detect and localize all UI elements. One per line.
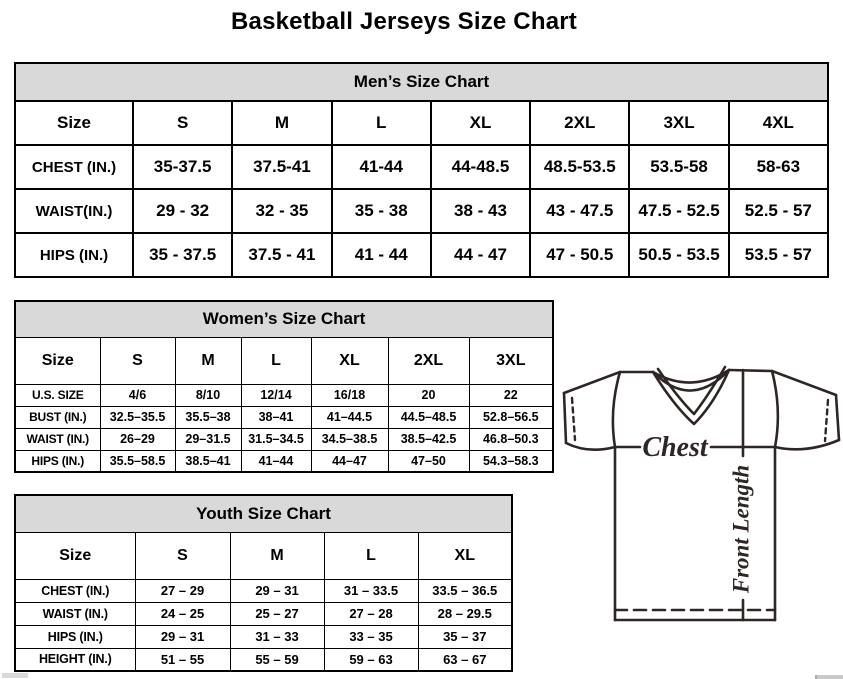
front-length-measure-label: Front Length bbox=[728, 464, 754, 594]
mens-col-header-4xl: 4XL bbox=[729, 101, 828, 145]
jersey-measurement-diagram bbox=[556, 362, 843, 632]
womens-col-header-size: Size bbox=[15, 337, 100, 384]
womens-row-label: U.S. SIZE bbox=[15, 384, 100, 406]
womens-col-header-3xl: 3XL bbox=[469, 337, 553, 384]
youth-cell: 27 – 28 bbox=[324, 602, 418, 625]
youth-cell: 29 – 31 bbox=[135, 625, 230, 648]
youth-row-label: WAIST (IN.) bbox=[15, 602, 135, 625]
womens-row-label: WAIST (IN.) bbox=[15, 428, 100, 450]
womens-cell: 35.5–38 bbox=[175, 406, 241, 428]
womens-cell: 20 bbox=[388, 384, 469, 406]
mens-cell: 53.5-58 bbox=[629, 145, 728, 189]
youth-table-title: Youth Size Chart bbox=[15, 495, 512, 532]
youth-cell: 31 – 33.5 bbox=[324, 579, 418, 602]
mens-col-header-m: M bbox=[232, 101, 331, 145]
youth-cell: 35 – 37 bbox=[418, 625, 512, 648]
youth-cell: 28 – 29.5 bbox=[418, 602, 512, 625]
mens-col-header-l: L bbox=[332, 101, 431, 145]
womens-table-title-row bbox=[15, 301, 553, 337]
mens-cell: 48.5-53.5 bbox=[530, 145, 629, 189]
womens-cell: 38–41 bbox=[241, 406, 311, 428]
womens-cell: 31.5–34.5 bbox=[241, 428, 311, 450]
womens-cell: 35.5–58.5 bbox=[100, 450, 175, 472]
mens-cell: 35 - 38 bbox=[332, 189, 431, 233]
youth-col-header-m: M bbox=[230, 532, 324, 579]
youth-cell: 29 – 31 bbox=[230, 579, 324, 602]
womens-hips-row bbox=[15, 450, 553, 472]
womens-cell: 41–44 bbox=[241, 450, 311, 472]
mens-cell: 38 - 43 bbox=[431, 189, 530, 233]
youth-waist-row bbox=[15, 602, 512, 625]
womens-cell: 26–29 bbox=[100, 428, 175, 450]
womens-cell: 12/14 bbox=[241, 384, 311, 406]
mens-col-header-2xl: 2XL bbox=[530, 101, 629, 145]
mens-cell: 37.5 - 41 bbox=[232, 233, 331, 277]
youth-height-row bbox=[15, 648, 512, 671]
womens-row-label: BUST (IN.) bbox=[15, 406, 100, 428]
chest-measure-label: Chest bbox=[642, 432, 708, 463]
youth-cell: 33.5 – 36.5 bbox=[418, 579, 512, 602]
womens-cell: 16/18 bbox=[311, 384, 388, 406]
womens-cell: 54.3–58.3 bbox=[469, 450, 553, 472]
womens-col-header-m: M bbox=[175, 337, 241, 384]
mens-col-header-s: S bbox=[133, 101, 232, 145]
womens-cell: 44.5–48.5 bbox=[388, 406, 469, 428]
womens-column-header-row bbox=[15, 337, 553, 384]
mens-col-header-3xl: 3XL bbox=[629, 101, 728, 145]
youth-col-header-l: L bbox=[324, 532, 418, 579]
youth-row-label: CHEST (IN.) bbox=[15, 579, 135, 602]
mens-cell: 47.5 - 52.5 bbox=[629, 189, 728, 233]
youth-col-header-size: Size bbox=[15, 532, 135, 579]
womens-cell: 38.5–42.5 bbox=[388, 428, 469, 450]
womens-waist-row bbox=[15, 428, 553, 450]
youth-cell: 63 – 67 bbox=[418, 648, 512, 671]
youth-table-title-row bbox=[15, 495, 512, 532]
youth-col-header-xl: XL bbox=[418, 532, 512, 579]
womens-col-header-l: L bbox=[241, 337, 311, 384]
youth-row-label: HIPS (IN.) bbox=[15, 625, 135, 648]
youth-cell: 25 – 27 bbox=[230, 602, 324, 625]
womens-cell: 8/10 bbox=[175, 384, 241, 406]
horizontal-scrollbar-fragment-left[interactable] bbox=[2, 673, 28, 678]
horizontal-scrollbar-fragment-right[interactable] bbox=[815, 675, 843, 679]
womens-table-title: Women’s Size Chart bbox=[15, 301, 553, 337]
womens-cell: 46.8–50.3 bbox=[469, 428, 553, 450]
mens-cell: 43 - 47.5 bbox=[530, 189, 629, 233]
womens-col-header-2xl: 2XL bbox=[388, 337, 469, 384]
mens-cell: 50.5 - 53.5 bbox=[629, 233, 728, 277]
womens-cell: 41–44.5 bbox=[311, 406, 388, 428]
youth-chest-row bbox=[15, 579, 512, 602]
womens-cell: 38.5–41 bbox=[175, 450, 241, 472]
mens-waist-row bbox=[15, 189, 828, 233]
mens-cell: 47 - 50.5 bbox=[530, 233, 629, 277]
youth-col-header-s: S bbox=[135, 532, 230, 579]
mens-col-header-xl: XL bbox=[431, 101, 530, 145]
youth-cell: 31 – 33 bbox=[230, 625, 324, 648]
mens-table-title-row bbox=[15, 63, 828, 101]
mens-cell: 37.5-41 bbox=[232, 145, 331, 189]
womens-cell: 22 bbox=[469, 384, 553, 406]
youth-hips-row bbox=[15, 625, 512, 648]
mens-cell: 41 - 44 bbox=[332, 233, 431, 277]
jersey-diagram-icon bbox=[556, 362, 843, 632]
youth-cell: 33 – 35 bbox=[324, 625, 418, 648]
womens-cell: 52.8–56.5 bbox=[469, 406, 553, 428]
mens-cell: 58-63 bbox=[729, 145, 828, 189]
mens-cell: 44-48.5 bbox=[431, 145, 530, 189]
mens-cell: 29 - 32 bbox=[133, 189, 232, 233]
womens-cell: 32.5–35.5 bbox=[100, 406, 175, 428]
youth-column-header-row bbox=[15, 532, 512, 579]
womens-row-label: HIPS (IN.) bbox=[15, 450, 100, 472]
mens-row-label: CHEST (IN.) bbox=[15, 145, 133, 189]
mens-cell: 52.5 - 57 bbox=[729, 189, 828, 233]
mens-col-header-size: Size bbox=[15, 101, 133, 145]
youth-size-table bbox=[14, 494, 513, 672]
womens-cell: 4/6 bbox=[100, 384, 175, 406]
youth-cell: 27 – 29 bbox=[135, 579, 230, 602]
womens-cell: 34.5–38.5 bbox=[311, 428, 388, 450]
mens-column-header-row bbox=[15, 101, 828, 145]
youth-cell: 59 – 63 bbox=[324, 648, 418, 671]
mens-hips-row bbox=[15, 233, 828, 277]
page-title: Basketball Jerseys Size Chart bbox=[231, 8, 577, 35]
youth-cell: 51 – 55 bbox=[135, 648, 230, 671]
womens-size-table bbox=[14, 300, 554, 473]
mens-row-label: HIPS (IN.) bbox=[15, 233, 133, 277]
mens-cell: 32 - 35 bbox=[232, 189, 331, 233]
mens-row-label: WAIST(IN.) bbox=[15, 189, 133, 233]
mens-cell: 44 - 47 bbox=[431, 233, 530, 277]
womens-cell: 44–47 bbox=[311, 450, 388, 472]
womens-bust-row bbox=[15, 406, 553, 428]
youth-cell: 24 – 25 bbox=[135, 602, 230, 625]
mens-table-title: Men’s Size Chart bbox=[15, 63, 828, 101]
youth-row-label: HEIGHT (IN.) bbox=[15, 648, 135, 671]
mens-chest-row bbox=[15, 145, 828, 189]
mens-cell: 41-44 bbox=[332, 145, 431, 189]
mens-size-table bbox=[14, 62, 829, 278]
womens-col-header-s: S bbox=[100, 337, 175, 384]
mens-cell: 35-37.5 bbox=[133, 145, 232, 189]
youth-cell: 55 – 59 bbox=[230, 648, 324, 671]
womens-col-header-xl: XL bbox=[311, 337, 388, 384]
womens-ussize-row bbox=[15, 384, 553, 406]
womens-cell: 47–50 bbox=[388, 450, 469, 472]
mens-cell: 53.5 - 57 bbox=[729, 233, 828, 277]
womens-cell: 29–31.5 bbox=[175, 428, 241, 450]
mens-cell: 35 - 37.5 bbox=[133, 233, 232, 277]
